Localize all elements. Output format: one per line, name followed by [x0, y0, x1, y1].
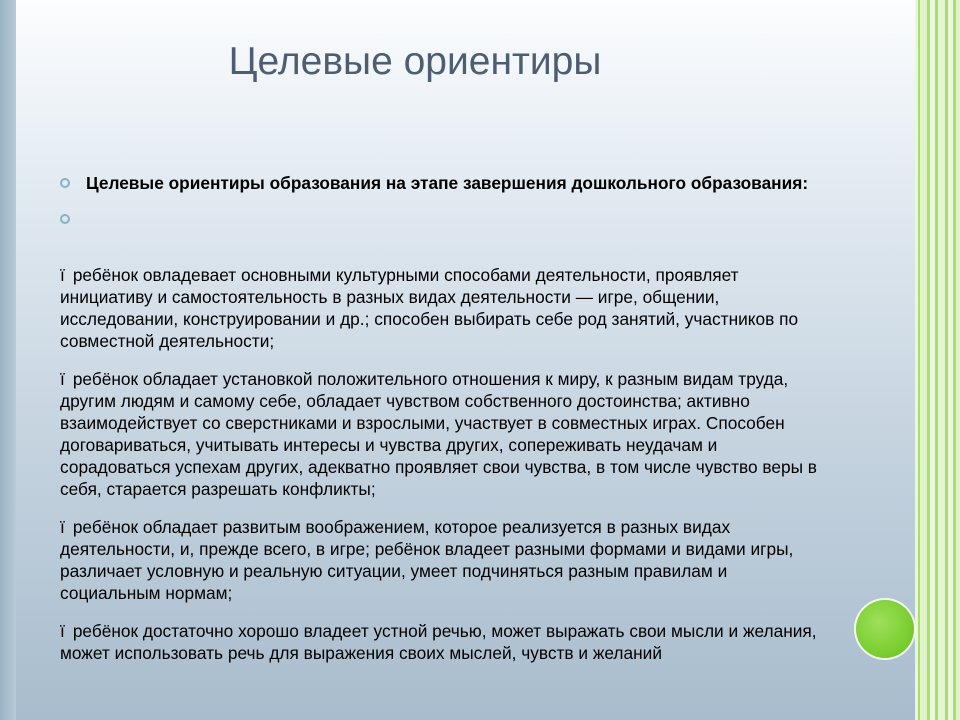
item-marker: ï: [60, 265, 65, 285]
slide-title: Целевые ориентиры: [228, 40, 602, 83]
list-item-text: ребёнок обладает развитым воображением, которое реализуется в разных видах деятельности, и, прежде всего, в игре; ребёнок владеет разными формами и видами игры, различает условную и реальную ситуации, умеет подчиняться разным правилам и социальным нормам;: [60, 517, 794, 603]
list-item-text: ребёнок овладевает основными культурными способами деятельности, проявляет инициативу и самостоятельность в разных видах деятельности — игре, общении, исследовании, конструировании и др.; способен выбирать себе род занятий, участников по совместной деятельности;: [60, 265, 799, 351]
list-item-text: ребёнок достаточно хорошо владеет устной речью, может выражать свои мысли и желания, может использовать речь для выражения своих мыслей, чувств и желаний: [60, 621, 817, 663]
heading-item: [60, 172, 826, 194]
bullet-icon: [60, 178, 70, 188]
empty-item: [60, 208, 826, 230]
list-item-text: ребёнок обладает установкой положительного отношения к миру, к разным видам труда, другим людям и самому себе, обладает чувством собственного достоинства; активно взаимодействует со сверстниками и взрослыми, участвует в совместных играх. Способен договариваться, учитывать интересы и чувства других, сопереживать неудачам и сорадоваться успехам других, адекватно проявляет свои чувства, в том числе чувство веры в себя, старается разрешать конфликты;: [60, 369, 817, 499]
item-marker: ï: [60, 369, 65, 389]
heading-text: Целевые ориентиры образования на этапе завершения дошкольного образования:: [86, 173, 809, 193]
list-item: [60, 368, 826, 500]
list-item: [60, 516, 826, 604]
list-item: [60, 620, 826, 664]
item-marker: ï: [60, 517, 65, 537]
left-border-strip: [0, 0, 16, 720]
decorative-green-circle: [856, 600, 914, 658]
item-marker: ï: [60, 621, 65, 641]
list-item: [60, 264, 826, 352]
bullet-icon: [60, 214, 70, 224]
slide-content: [60, 172, 826, 664]
decorative-side-stripes: [915, 0, 960, 720]
